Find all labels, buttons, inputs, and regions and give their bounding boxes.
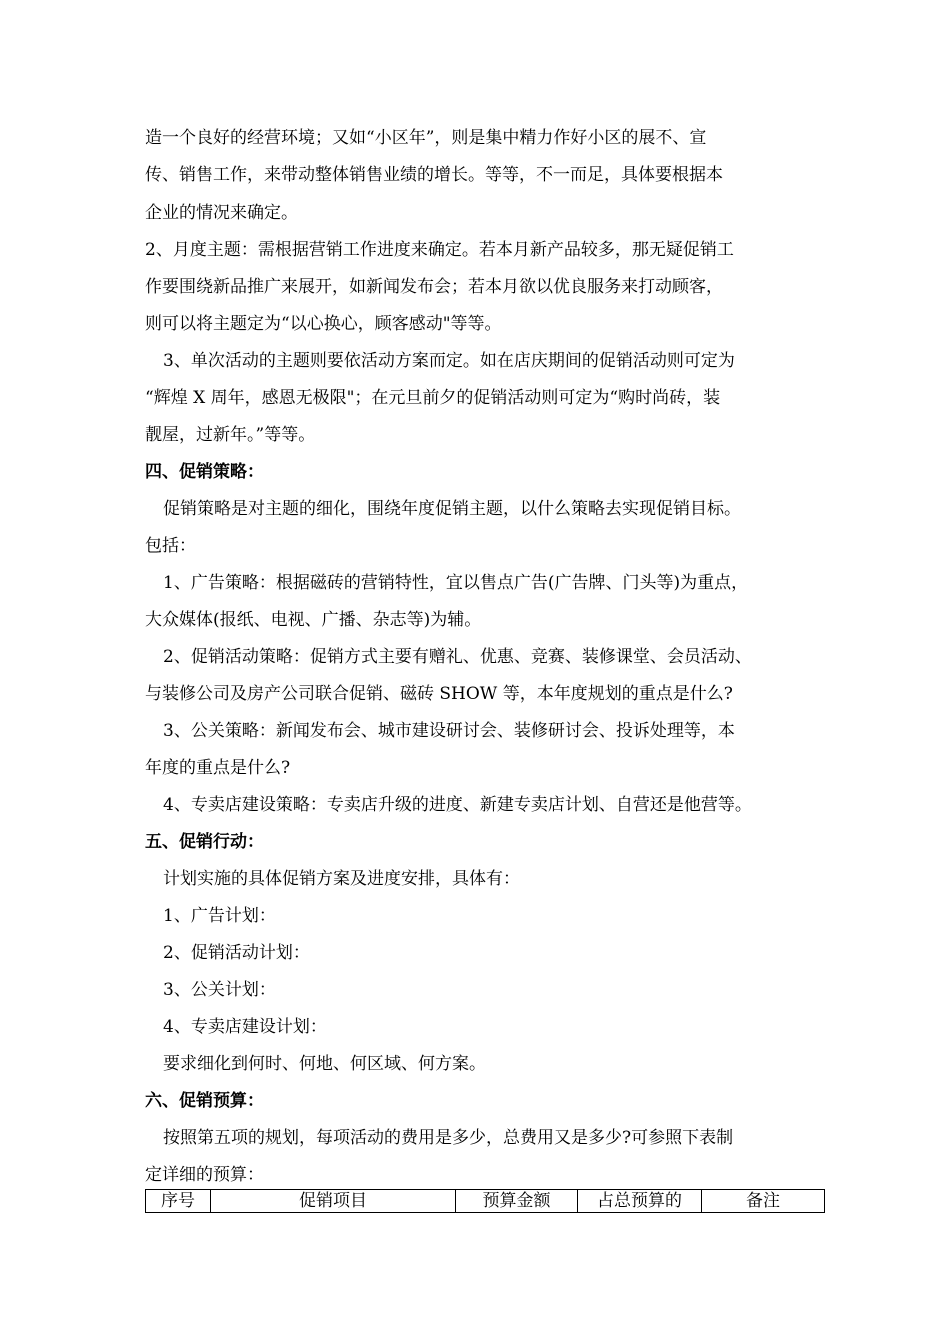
list-item: 2、促销活动计划： — [163, 943, 310, 963]
paragraph-line: 包括： — [145, 536, 196, 556]
paragraph-line: 3、单次活动的主题则要依活动方案而定。如在店庆期间的促销活动则可定为 — [163, 351, 735, 371]
paragraph-line: 作要围绕新品推广来展开，如新闻发布会；若本月欲以优良服务来打动顾客， — [145, 277, 723, 297]
paragraph-line: 2、月度主题：需根据营销工作进度来确定。若本月新产品较多，那无疑促销工 — [145, 240, 734, 260]
paragraph-line: 计划实施的具体促销方案及进度安排，具体有： — [163, 869, 520, 889]
paragraph-line: 企业的情况来确定。 — [145, 203, 298, 223]
budget-table — [145, 1189, 825, 1213]
list-item: 3、公关计划： — [163, 980, 276, 1000]
paragraph-line: 则可以将主题定为“以心换心，顾客感动"等等。 — [145, 314, 502, 334]
paragraph-line: 大众媒体(报纸、电视、广播、杂志等)为辅。 — [145, 610, 482, 630]
paragraph-line: 1、广告策略：根据磁砖的营销特性，宜以售点广告(广告牌、门头等)为重点， — [163, 573, 749, 593]
paragraph-line: “辉煌 X 周年，感恩无极限"；在元旦前夕的促销活动则可定为“购时尚砖，装 — [145, 388, 721, 408]
section-heading: 五、促销行动： — [145, 832, 264, 852]
table-header-cell: 预算金额 — [456, 1190, 578, 1213]
table-header-cell: 占总预算的 — [578, 1190, 702, 1213]
table-header-cell: 序号 — [146, 1190, 211, 1213]
table-header-row — [146, 1190, 825, 1213]
list-item: 1、广告计划： — [163, 906, 276, 926]
paragraph-line: 靓屋，过新年。”等等。 — [145, 425, 316, 445]
paragraph-line: 3、公关策略：新闻发布会、城市建设研讨会、装修研讨会、投诉处理等，本 — [163, 721, 735, 741]
list-item: 4、专卖店建设计划： — [163, 1017, 327, 1037]
paragraph-line: 要求细化到何时、何地、何区域、何方案。 — [163, 1054, 486, 1074]
section-heading: 六、促销预算： — [145, 1091, 264, 1111]
section-heading: 四、促销策略： — [145, 462, 264, 482]
paragraph-line: 与装修公司及房产公司联合促销、磁砖 SHOW 等，本年度规划的重点是什么? — [145, 684, 733, 704]
table-header-cell: 备注 — [702, 1190, 825, 1213]
table-header-cell: 促销项目 — [211, 1190, 456, 1213]
paragraph-line: 4、专卖店建设策略：专卖店升级的进度、新建专卖店计划、自营还是他营等。 — [163, 795, 752, 815]
paragraph-line: 定详细的预算： — [145, 1165, 264, 1185]
paragraph-line: 传、销售工作，来带动整体销售业绩的增长。等等，不一而足，具体要根据本 — [145, 165, 723, 185]
paragraph-line: 造一个良好的经营环境；又如“小区年”，则是集中精力作好小区的展不、宣 — [145, 128, 707, 148]
paragraph-line: 年度的重点是什么? — [145, 758, 291, 778]
paragraph-line: 2、促销活动策略：促销方式主要有赠礼、优惠、竞赛、装修课堂、会员活动、 — [163, 647, 752, 667]
paragraph-line: 促销策略是对主题的细化，围绕年度促销主题，以什么策略去实现促销目标。 — [163, 499, 741, 519]
paragraph-line: 按照第五项的规划，每项活动的费用是多少，总费用又是多少?可参照下表制 — [163, 1128, 734, 1148]
